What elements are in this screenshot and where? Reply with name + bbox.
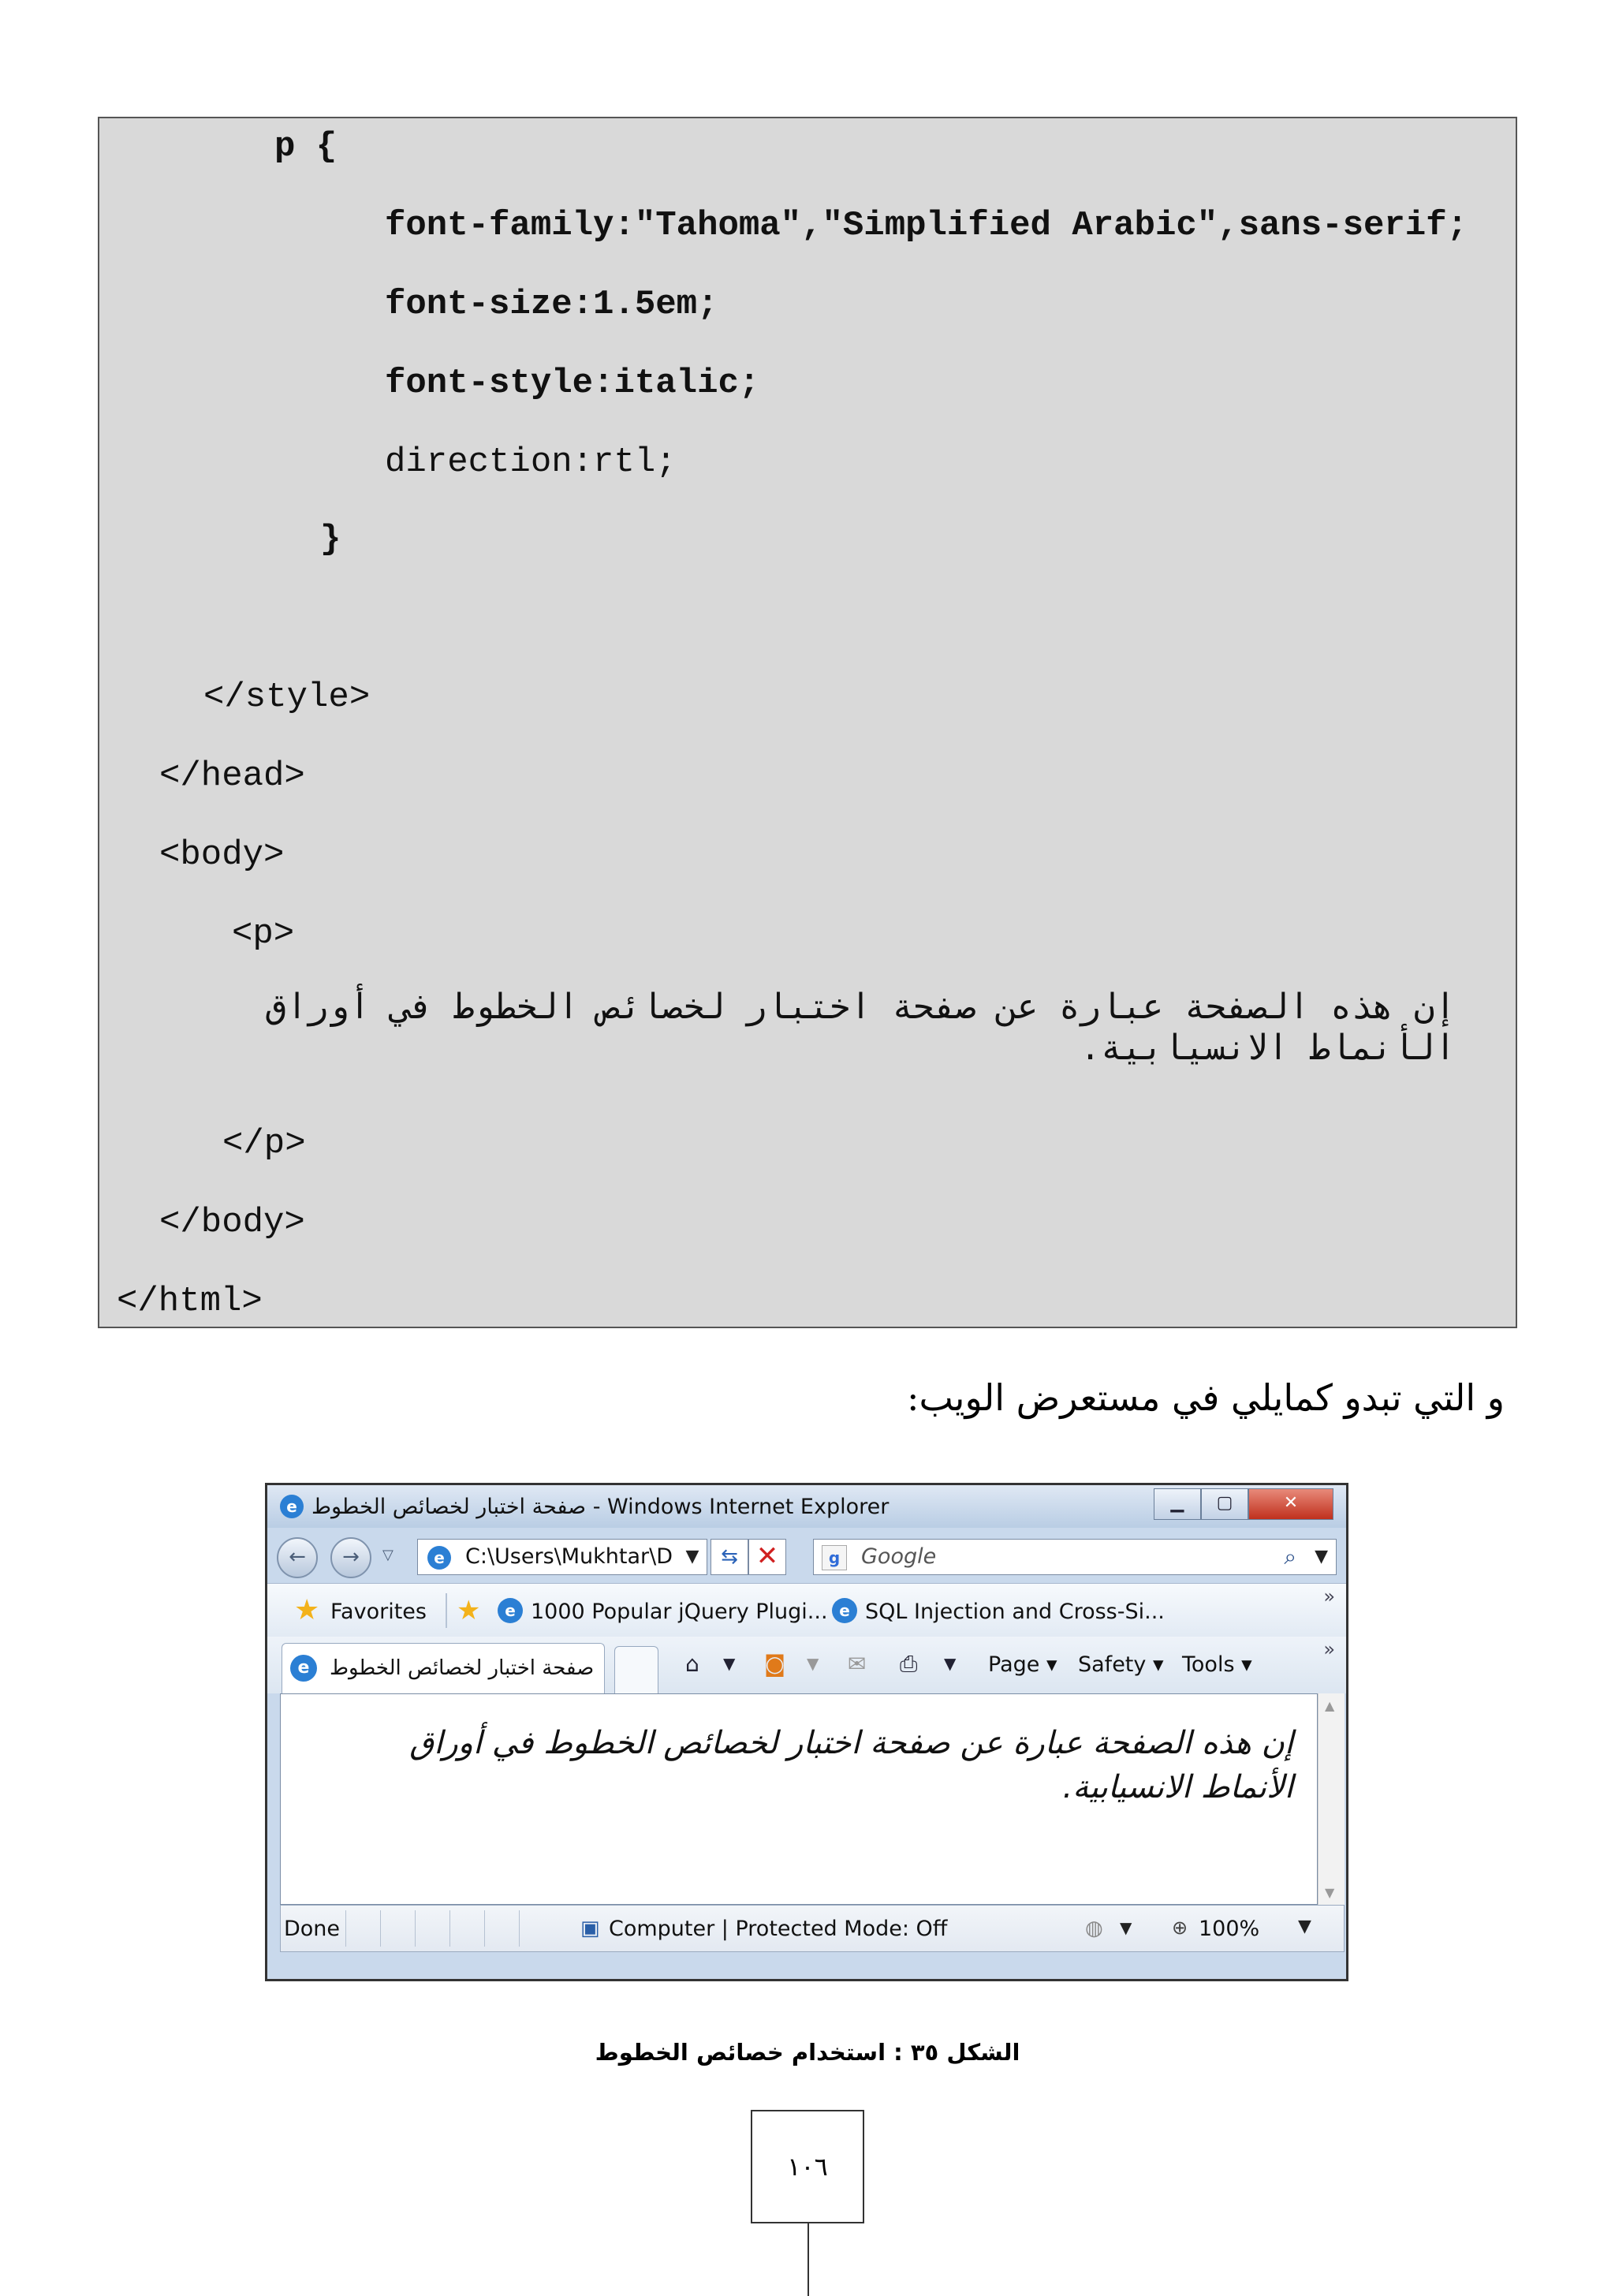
- chevron-more-icon[interactable]: »: [1323, 1638, 1335, 1660]
- maximize-button[interactable]: ▢: [1201, 1488, 1248, 1520]
- home-icon[interactable]: ⌂: [685, 1651, 699, 1677]
- tab-title: صفحة اختبار لخصائص الخطوط: [330, 1656, 595, 1680]
- refresh-button[interactable]: ⇆: [711, 1539, 748, 1575]
- intro-caption: و التي تبدو كمايلي في مستعرض الويب:: [907, 1376, 1505, 1419]
- status-text: Done: [284, 1917, 341, 1941]
- code-listing: [98, 117, 1517, 1328]
- chevron-down-icon[interactable]: ▼: [723, 1654, 736, 1673]
- status-bar: [280, 1905, 1345, 1952]
- divider: [380, 1910, 381, 1947]
- divider: [519, 1910, 520, 1947]
- favorite-link[interactable]: 1000 Popular jQuery Plugi...: [531, 1600, 828, 1624]
- close-button[interactable]: ✕: [1248, 1488, 1333, 1520]
- ie-icon: e: [290, 1655, 317, 1682]
- chevron-down-icon[interactable]: ▼: [807, 1654, 819, 1673]
- code-line: </html>: [117, 1282, 263, 1321]
- code-line: <body>: [159, 835, 285, 875]
- zoom-dropdown-icon[interactable]: ▼: [1298, 1917, 1311, 1936]
- tab-bar: [267, 1637, 1346, 1693]
- page-number: ١٠٦: [751, 2110, 864, 2223]
- google-icon: g: [822, 1545, 847, 1570]
- vertical-scrollbar[interactable]: [1318, 1693, 1345, 1905]
- zoom-icon[interactable]: ⊕: [1172, 1917, 1188, 1939]
- safety-menu[interactable]: Safety ▾: [1078, 1652, 1164, 1677]
- ie-icon: e: [498, 1598, 523, 1623]
- chevron-down-icon[interactable]: ▼: [1120, 1918, 1132, 1937]
- code-line: إن هذه الصفحة عبارة عن صفحة اختبار لخصائص الخطوط في أوراق الأنماط الانسيابية.: [265, 990, 1456, 1070]
- feeds-icon[interactable]: ◙: [764, 1651, 786, 1677]
- divider: [449, 1910, 450, 1947]
- search-box[interactable]: [813, 1539, 1337, 1575]
- favorites-star-icon[interactable]: ★: [294, 1594, 320, 1626]
- address-text: C:\Users\Mukhtar\D: [465, 1544, 673, 1569]
- new-tab-button[interactable]: [614, 1646, 658, 1693]
- divider: [345, 1910, 346, 1947]
- code-line: font-size:1.5em;: [385, 285, 718, 324]
- divider: [446, 1593, 447, 1628]
- code-line: <p>: [232, 914, 295, 954]
- search-dropdown-icon[interactable]: ▼: [1315, 1547, 1328, 1566]
- figure-caption: الشكل ٣٥ : استخدام خصائص الخطوط: [595, 2039, 1020, 2066]
- forward-button[interactable]: →: [330, 1537, 371, 1578]
- code-line: font-style:italic;: [385, 364, 760, 403]
- history-dropdown-icon[interactable]: ▽: [382, 1547, 393, 1563]
- favorites-button[interactable]: Favorites: [330, 1600, 427, 1624]
- favorites-bar: [267, 1583, 1346, 1637]
- code-line: p {: [274, 127, 338, 166]
- page-icon: e: [427, 1546, 451, 1570]
- ie-icon: e: [280, 1495, 304, 1518]
- tab-active[interactable]: [282, 1643, 605, 1693]
- navigation-bar: [267, 1528, 1346, 1583]
- window-controls: [1154, 1488, 1333, 1520]
- code-line: direction:rtl;: [385, 442, 677, 482]
- stop-button[interactable]: ✕: [748, 1539, 786, 1575]
- zoom-level[interactable]: 100%: [1199, 1917, 1260, 1941]
- code-line: </head>: [159, 756, 305, 796]
- page-number-line: [808, 2223, 809, 2296]
- chevron-more-icon[interactable]: »: [1323, 1585, 1335, 1607]
- title-bar: [267, 1485, 1346, 1528]
- print-icon[interactable]: ⎙: [900, 1651, 918, 1677]
- computer-icon: ▣: [580, 1917, 600, 1940]
- ie-icon: e: [832, 1598, 857, 1623]
- favorite-link[interactable]: SQL Injection and Cross-Si...: [865, 1600, 1165, 1624]
- back-button[interactable]: ←: [277, 1537, 318, 1578]
- code-line: </p>: [222, 1124, 306, 1163]
- code-line: }: [320, 520, 341, 559]
- code-line: font-family:"Tahoma","Simplified Arabic",sans-serif;: [385, 206, 1468, 245]
- search-placeholder: Google: [861, 1544, 937, 1569]
- scroll-up-icon[interactable]: ▲: [1325, 1698, 1335, 1713]
- page-menu[interactable]: Page ▾: [988, 1652, 1057, 1677]
- window-title: صفحة اختبار لخصائص الخطوط - Windows Internet Explorer: [311, 1495, 890, 1519]
- security-zone[interactable]: Computer | Protected Mode: Off: [609, 1917, 948, 1941]
- address-bar[interactable]: [417, 1539, 707, 1575]
- code-line: </style>: [203, 678, 371, 717]
- divider: [484, 1910, 485, 1947]
- tools-menu[interactable]: Tools ▾: [1182, 1652, 1252, 1677]
- globe-icon[interactable]: ◍: [1085, 1917, 1103, 1940]
- chevron-down-icon[interactable]: ▼: [944, 1654, 957, 1673]
- add-favorite-icon[interactable]: ★: [457, 1595, 481, 1626]
- divider: [415, 1910, 416, 1947]
- rendered-paragraph: إن هذه الصفحة عبارة عن صفحة اختبار لخصائص الخطوط في أوراق الأنماط الانسيابية.: [409, 1725, 1293, 1805]
- mail-icon[interactable]: ✉: [848, 1651, 867, 1677]
- scroll-down-icon[interactable]: ▼: [1325, 1885, 1335, 1900]
- page-content: [280, 1693, 1318, 1905]
- code-line: </body>: [159, 1203, 305, 1242]
- browser-screenshot: [265, 1483, 1348, 1981]
- search-icon[interactable]: ⌕: [1284, 1544, 1296, 1570]
- address-dropdown-icon[interactable]: ▼: [685, 1547, 699, 1566]
- minimize-button[interactable]: ▁: [1154, 1488, 1201, 1520]
